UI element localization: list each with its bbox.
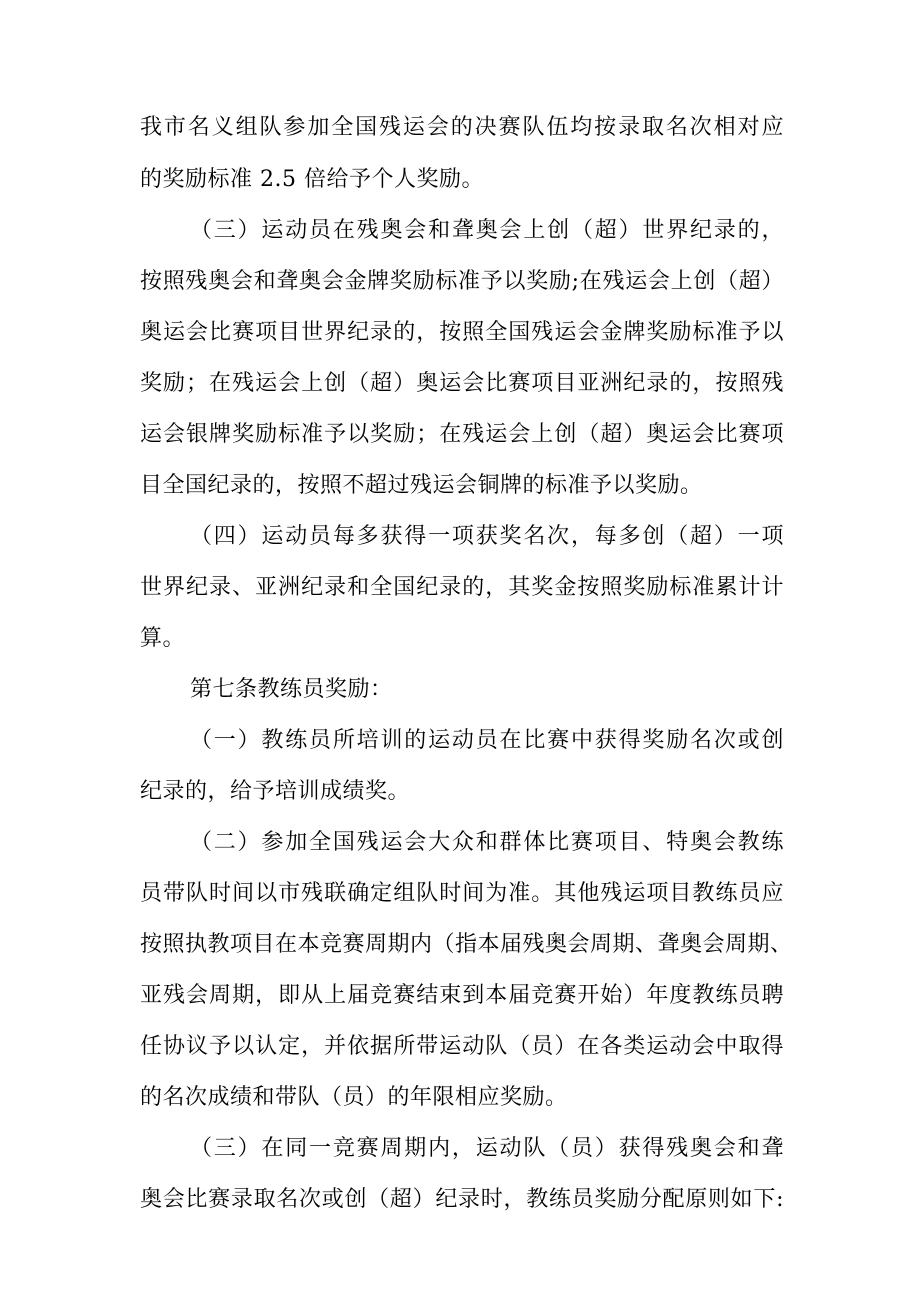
text-line-9: （四）运动员每多获得一项获奖名次，每多创（超）一项 — [190, 524, 784, 549]
text-line-2: 的奖励标准 2.5 倍给予个人奖励。 — [140, 167, 484, 192]
text-line-1: 我市名义组队参加全国残运会的决赛队伍均按录取名次相对应 — [140, 115, 784, 140]
text-line-22: 奥会比赛录取名次或创（超）纪录时，教练员奖励分配原则如下: — [140, 1187, 784, 1212]
text-line-8: 目全国纪录的，按照不超过残运会铜牌的标准予以奖励。 — [140, 473, 703, 498]
text-line-7: 运会银牌奖励标准予以奖励；在残运会上创（超）奥运会比赛项 — [140, 422, 784, 447]
text-line-10: 世界纪录、亚洲纪录和全国纪录的，其奖金按照奖励标准累计计 — [140, 575, 784, 600]
text-line-3: （三）运动员在残奥会和聋奥会上创（超）世界纪录的， — [190, 218, 784, 243]
text-line-5: 奥运会比赛项目世界纪录的，按照全国残运会金牌奖励标准予以 — [140, 320, 784, 345]
text-line-21: （三）在同一竞赛周期内，运动队（员）获得残奥会和聋 — [190, 1136, 784, 1161]
text-line-20: 的名次成绩和带队（员）的年限相应奖励。 — [140, 1085, 568, 1110]
text-line-14: 纪录的，给予培训成绩奖。 — [140, 779, 411, 804]
text-line-13: （一）教练员所培训的运动员在比赛中获得奖励名次或创 — [190, 728, 784, 753]
text-line-17: 按照执教项目在本竞赛周期内（指本届残奥会周期、聋奥会周期、 — [140, 932, 793, 957]
text-line-16: 员带队时间以市残联确定组队时间为准。其他残运项目教练员应 — [140, 881, 784, 906]
text-line-6: 奖励；在残运会上创（超）奥运会比赛项目亚洲纪录的，按照残 — [140, 371, 784, 396]
article-heading: 第七条教练员奖励： — [190, 677, 393, 702]
text-line-18: 亚残会周期，即从上届竞赛结束到本届竞赛开始）年度教练员聘 — [140, 983, 784, 1008]
text-line-4: 按照残奥会和聋奥会金牌奖励标准予以奖励;在残运会上创（超） — [140, 269, 784, 294]
text-line-11: 算。 — [140, 626, 186, 651]
text-line-15: （二）参加全国残运会大众和群体比赛项目、特奥会教练 — [190, 830, 784, 855]
text-line-19: 任协议予以认定，并依据所带运动队（员）在各类运动会中取得 — [140, 1034, 784, 1059]
